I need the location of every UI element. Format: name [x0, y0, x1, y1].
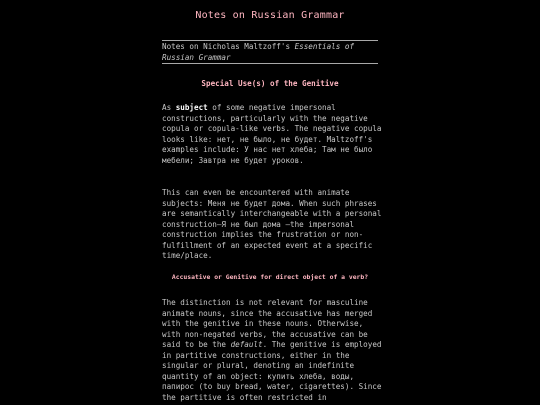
paragraph-distinction-pre: The distinction is not relevant for masculine animate nouns, since the accusative has merged with the genitive in these nouns. Otherwise, with non-negated verbs, the accusative can be said to be the — [162, 298, 373, 349]
paragraph-subject-post: of some negative impersonal constructions, particularly with the negative copula or copula-like verbs. The negative copula looks like: нет, не было, не будет. Maltzoff's examples include: У нас нет хлеба; Там не было мебели; Завтра не будет уроков. — [162, 103, 382, 165]
section-heading-accusative: Accusative or Genitive for direct object of a verb? — [171, 273, 369, 281]
page-title: Notes on Russian Grammar — [195, 10, 345, 21]
paragraph-subject — [162, 103, 384, 166]
paragraph-subject-bold: subject — [175, 103, 208, 112]
document-subtitle — [162, 41, 380, 63]
paragraph-subject-pre: As — [162, 103, 176, 112]
subtitle-prefix: Notes on Nicholas Maltzoff's — [162, 42, 295, 51]
paragraph-distinction-post: . The genitive is employed in partitive constructions, either in the singular or plural, denoting an indefinite quantity of an object: купить хлеба, воды, папирос (to buy bread, water, cigarettes). Since the partitive is often restricted in — [162, 340, 382, 402]
paragraph-distinction — [162, 298, 384, 403]
paragraph-distinction-em: default — [230, 340, 263, 349]
paragraph-animate: This can even be encountered with animate subjects: Меня не будет дома. When such phrases are semantically interchangeable with a personal construction—Я не был дома —the impersonal construction implies the frustration or non-fulfillment of an expected event at a specific time/place. — [162, 188, 382, 260]
bottom-rule — [162, 63, 378, 64]
section-heading-genitive: Special Use(s) of the Genitive — [201, 79, 339, 88]
subtitle-book-title: Essentials of Russian Grammar — [162, 42, 355, 62]
